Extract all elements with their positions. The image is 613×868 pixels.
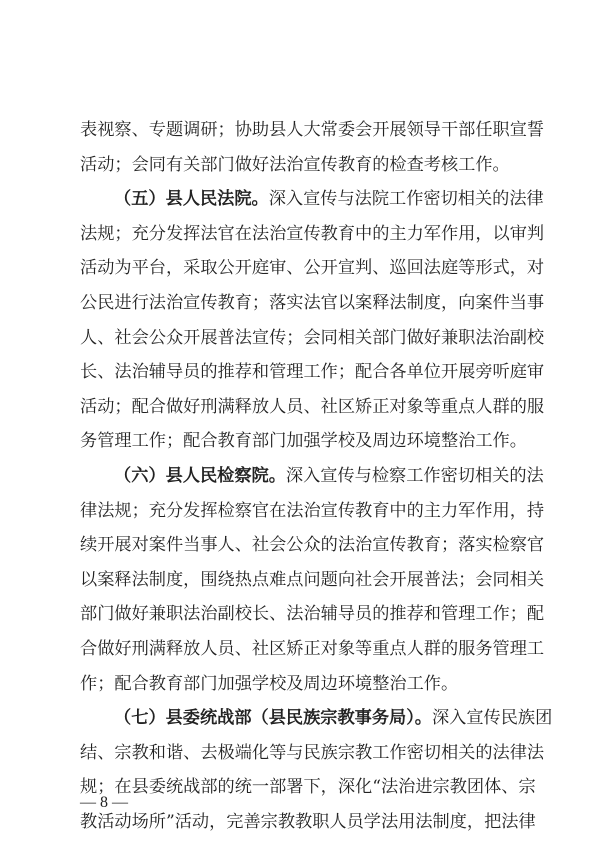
text-line: 活动；会同有关部门做好法治宣传教育的检查考核工作。 <box>80 154 510 175</box>
text-line: 规；在县委统战部的统一部署下，深化“法治进宗教团体、宗 <box>80 777 536 798</box>
paragraph-county-court <box>80 182 545 459</box>
text-line: 法规；充分发挥法官在法治宣传教育中的主力军作用，以审判 <box>80 223 545 244</box>
text-line: 结、宗教和谐、去极端化等与民族宗教工作密切相关的法律法 <box>80 742 545 763</box>
text-line: 以案释法制度，围绕热点难点问题向社会开展普法；会同相关 <box>80 569 545 590</box>
text-span: 深入宣传与法院工作密切相关的法律 <box>268 189 544 210</box>
text-line: 公民进行法治宣传教育；落实法官以案释法制度，向案件当事 <box>80 292 545 313</box>
paragraph-united-front <box>80 701 553 839</box>
text-line: 长、法治辅导员的推荐和管理工作；配合各单位开展旁听庭审 <box>80 362 545 383</box>
document-body <box>80 113 553 839</box>
text-line: 合做好刑满释放人员、社区矫正对象等重点人群的服务管理工 <box>80 638 545 659</box>
section-heading: （七）县委统战部（县民族宗教事务局）。 <box>114 708 432 729</box>
text-line <box>80 459 544 494</box>
paragraph-continued <box>80 113 545 182</box>
text-line: 作；配合教育部门加强学校及周边环境整治工作。 <box>80 673 459 694</box>
text-line: 教活动场所”活动，完善宗教教职人员学法用法制度，把法律 <box>80 811 536 832</box>
section-heading: （六）县人民检察院。 <box>114 465 286 486</box>
text-span: 深入宣传民族团 <box>431 708 553 729</box>
text-line: 活动为平台，采取公开庭审、公开宣判、巡回法庭等形式，对 <box>80 258 545 279</box>
text-line <box>80 701 553 736</box>
text-line: 人、社会公众开展普法宣传；会同相关部门做好兼职法治副校 <box>80 327 545 348</box>
text-line: 活动；配合做好刑满释放人员、社区矫正对象等重点人群的服 <box>80 396 545 417</box>
page-number: — 8 — <box>80 794 128 811</box>
text-line: 部门做好兼职法治副校长、法治辅导员的推荐和管理工作；配 <box>80 604 545 625</box>
text-line: 表视察、专题调研；协助县人大常委会开展领导干部任职宣誓 <box>80 120 545 140</box>
text-line: 务管理工作；配合教育部门加强学校及周边环境整治工作。 <box>80 431 527 452</box>
section-heading: （五）县人民法院。 <box>114 189 269 210</box>
text-line: 律法规；充分发挥检察官在法治宣传教育中的主力军作用，持 <box>80 500 545 521</box>
text-line <box>80 182 544 217</box>
text-span: 深入宣传与检察工作密切相关的法 <box>285 465 544 486</box>
text-line: 续开展对案件当事人、社会公众的法治宣传教育；落实检察官 <box>80 535 545 556</box>
paragraph-county-procuratorate <box>80 459 545 701</box>
